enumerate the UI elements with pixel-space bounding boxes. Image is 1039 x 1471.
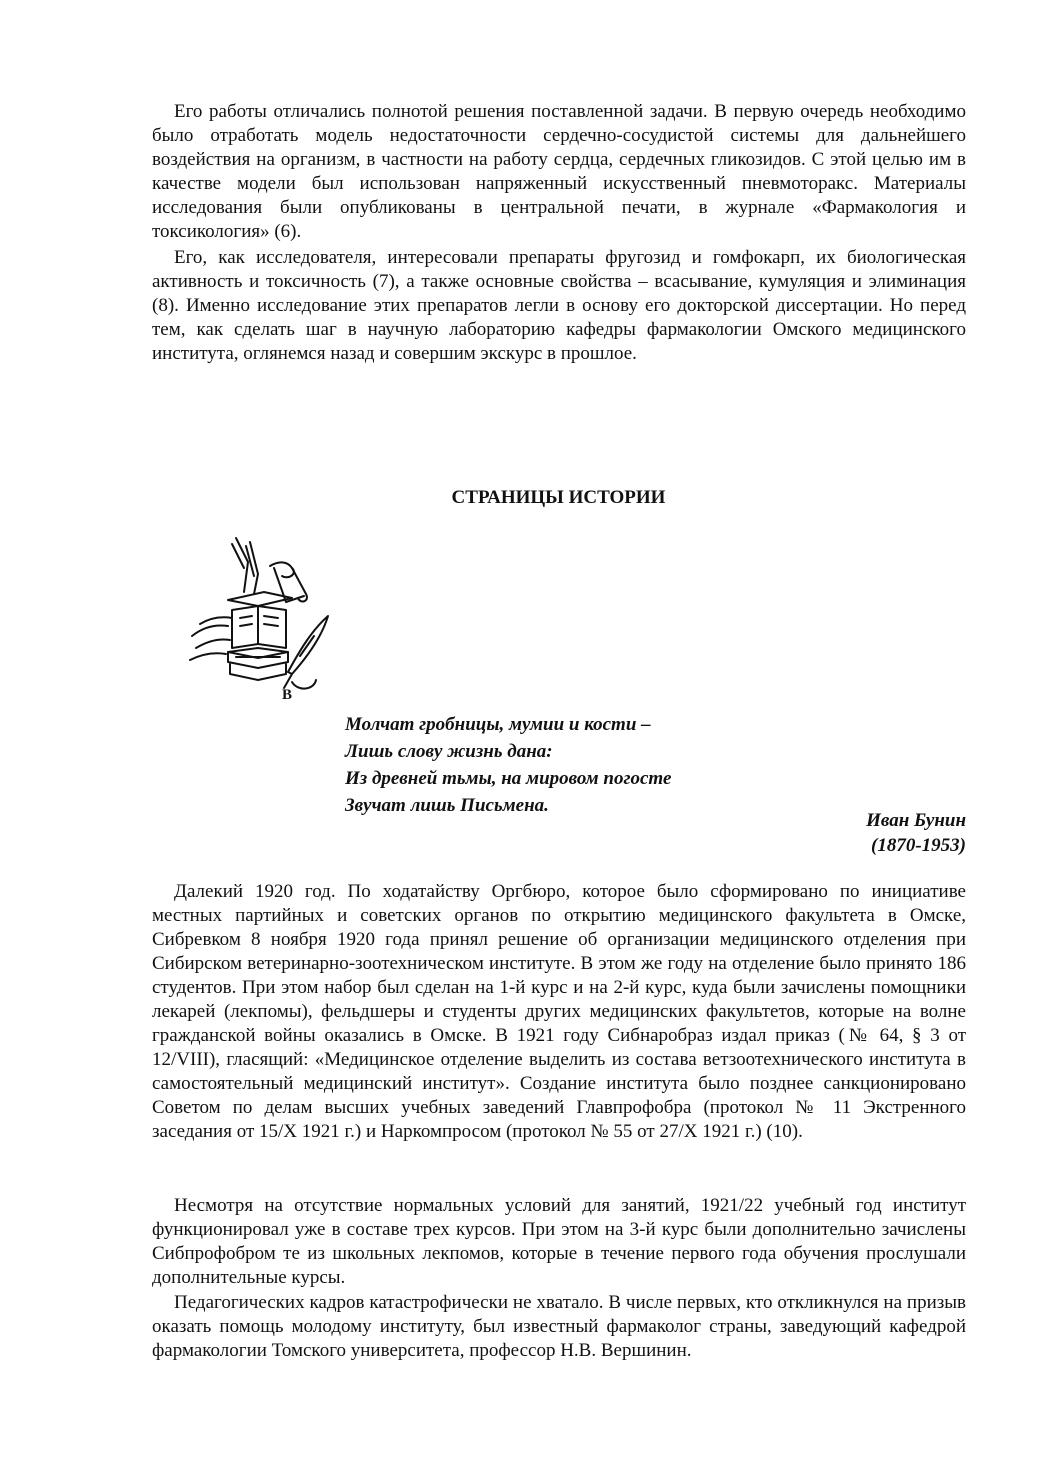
- paragraph-staff-shortage: Педагогических кадров катастрофически не хватало. В числе первых, кто откликнулся на призыв оказать помощь молодому институту, был известный фармаколог страны, заведующий кафедрой фармакологии Томского университета, профессор Н.В. Вершинин.: [152, 1292, 966, 1361]
- paragraph-1921-22-year: Несмотря на отсутствие нормальных условий для занятий, 1921/22 учебный год институт функционировал уже в составе трех курсов. При этом на 3-й курс были дополнительно зачислены Сибпрофобром те из школьных лекпомов, которые в течение первого года обучения прослушали дополнительные курсы.: [152, 1195, 966, 1288]
- illustrator-monogram: В: [282, 687, 293, 703]
- epigraph-attribution: [866, 808, 966, 858]
- epigraph: [345, 711, 671, 819]
- epigraph-line: Звучат лишь Письмена.: [345, 795, 549, 816]
- epigraph-years: (1870-1953): [871, 835, 966, 856]
- paragraph-preparations: Его, как исследователя, интересовали препараты фругозид и гомфокарп, их биологическая активность и токсичность (7), а также основные свойства – всасывание, кумуляция и элиминация (8). Именно исследование этих препаратов легли в основу его докторской диссертации. Но перед тем, как сделать шаг в научную лабораторию кафедры фармакологии Омского медицинского института, оглянемся назад и совершим экскурс в прошлое.: [152, 247, 966, 364]
- books-scroll-quill-icon: [188, 532, 338, 712]
- epigraph-line: Молчат гробницы, мумии и кости –: [345, 714, 651, 735]
- epigraph-line: Лишь слову жизнь дана:: [345, 741, 553, 762]
- epigraph-line: Из древней тьмы, на мировом погосте: [345, 768, 672, 789]
- paragraph-1920-history: Далекий 1920 год. По ходатайству Оргбюро, которое было сформировано по инициативе местных партийных и советских органов по открытию медицинского факультета в Омске, Сибревком 8 ноября 1920 года принял решение об организации медицинского отделения при Сибирском ветеринарно-зоотехническом институте. В этом же году на отделение было принято 186 студентов. При этом набор был сделан на 1-й курс и на 2-й курс, куда были зачислены помощники лекарей (лекпомы), фельдшеры и студенты других медицинских факультетов, которые на волне гражданской войны оказались в Омске. В 1921 году Сибнаробраз издал приказ (№ 64, § 3 от 12/VIII), гласящий: «Медицинское отделение выделить из состава ветзоотехнического института в самостоятельный медицинский институт». Создание института было позднее санкционировано Советом по делам высших учебных заведений Главпрофобра (протокол № 11 Экстренного заседания от 15/X 1921 г.) и Наркомпросом (протокол № 55 от 27/X 1921 г.) (10).: [152, 881, 966, 1142]
- paragraph-research-work: Его работы отличались полнотой решения поставленной задачи. В первую очередь необходимо было отработать модель недостаточности сердечно-сосудистой системы для дальнейшего воздействия на организм, в частности на работу сердца, сердечных гликозидов. С этой целью им в качестве модели был использован напряженный искусственный пневмоторакс. Материалы исследования были опубликованы в центральной печати, в журнале «Фармакология и токсикология» (6).: [152, 101, 966, 242]
- epigraph-author: Иван Бунин: [866, 810, 966, 831]
- section-title: СТРАНИЦЫ ИСТОРИИ: [451, 487, 666, 508]
